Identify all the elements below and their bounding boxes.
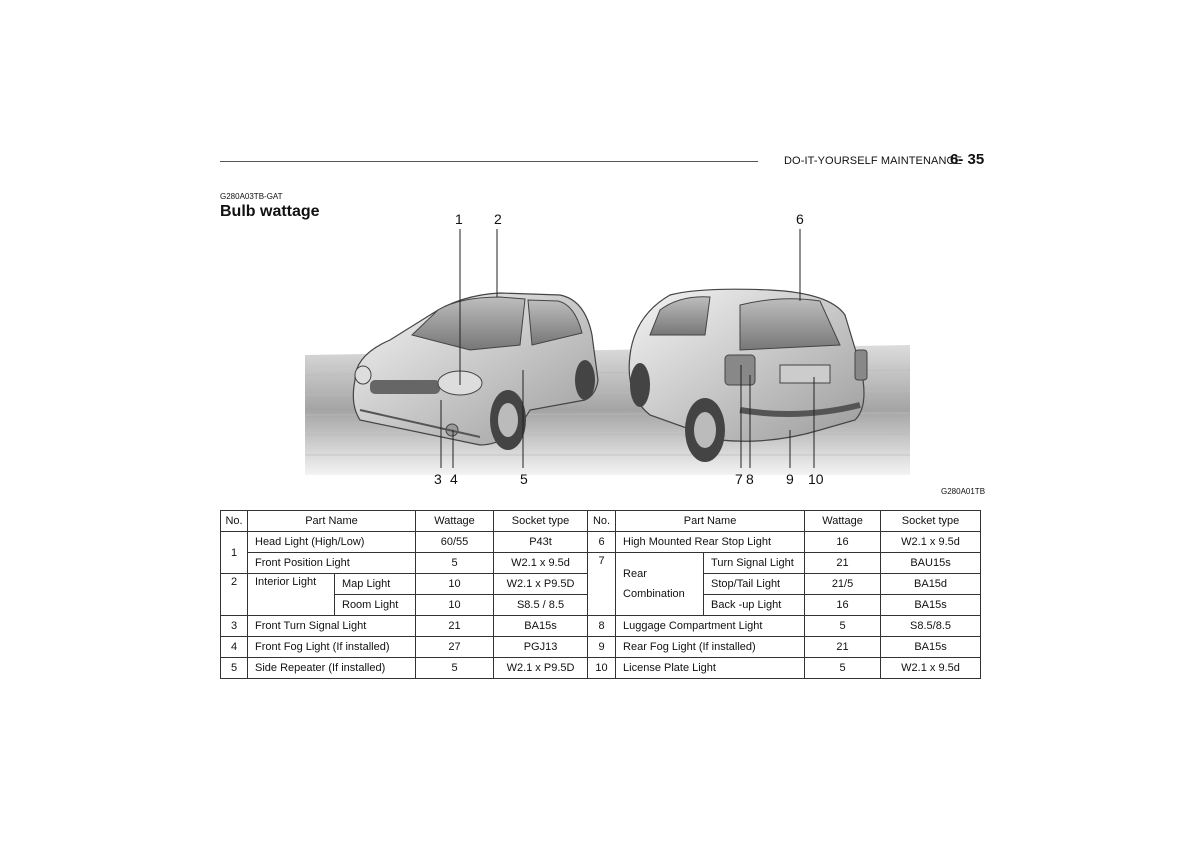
part-name: Front Turn Signal Light <box>248 616 416 637</box>
wattage: 21 <box>805 637 881 658</box>
group-label-line1: Rear <box>623 568 647 580</box>
page-number: 6- 35 <box>950 151 985 168</box>
wattage: 5 <box>416 553 494 574</box>
part-name: License Plate Light <box>616 658 805 679</box>
callout-7: 7 <box>735 471 743 487</box>
wattage: 27 <box>416 637 494 658</box>
socket-type: W2.1 x 9.5d <box>881 658 981 679</box>
header-no: No. <box>588 511 616 532</box>
callout-4: 4 <box>450 471 458 487</box>
callout-8: 8 <box>746 471 754 487</box>
part-name: Side Repeater (If installed) <box>248 658 416 679</box>
document-code: G280A03TB-GAT <box>220 192 283 201</box>
table-row <box>221 532 981 553</box>
part-name: Map Light <box>335 574 416 595</box>
row-no: 1 <box>221 532 248 574</box>
row-no: 6 <box>588 532 616 553</box>
callout-9: 9 <box>786 471 794 487</box>
row-no: 4 <box>221 637 248 658</box>
part-name: Front Position Light <box>248 553 416 574</box>
callout-5: 5 <box>520 471 528 487</box>
row-no: 8 <box>588 616 616 637</box>
part-group-interior-light: Interior Light <box>248 574 335 616</box>
bulb-wattage-table <box>220 510 981 679</box>
header-socket-type: Socket type <box>881 511 981 532</box>
header-wattage: Wattage <box>416 511 494 532</box>
wattage: 5 <box>805 658 881 679</box>
socket-type: BAU15s <box>881 553 981 574</box>
socket-type: W2.1 x P9.5D <box>494 574 588 595</box>
part-name: Front Fog Light (If installed) <box>248 637 416 658</box>
callout-3: 3 <box>434 471 442 487</box>
car-illustration <box>300 205 920 490</box>
row-no: 5 <box>221 658 248 679</box>
part-name: Head Light (High/Low) <box>248 532 416 553</box>
wattage: 21 <box>416 616 494 637</box>
part-group-rear-combination <box>616 553 704 616</box>
table-row <box>221 553 981 574</box>
table-row <box>221 616 981 637</box>
header-no: No. <box>221 511 248 532</box>
callout-10: 10 <box>808 471 824 487</box>
wattage: 5 <box>416 658 494 679</box>
socket-type: BA15s <box>881 595 981 616</box>
socket-type: BA15d <box>881 574 981 595</box>
header-wattage: Wattage <box>805 511 881 532</box>
callout-2: 2 <box>494 211 502 227</box>
socket-type: P43t <box>494 532 588 553</box>
socket-type: W2.1 x 9.5d <box>881 532 981 553</box>
table-row <box>221 658 981 679</box>
wattage: 21/5 <box>805 574 881 595</box>
socket-type: S8.5 / 8.5 <box>494 595 588 616</box>
part-name: High Mounted Rear Stop Light <box>616 532 805 553</box>
part-name: Back -up Light <box>704 595 805 616</box>
part-name: Stop/Tail Light <box>704 574 805 595</box>
socket-type: PGJ13 <box>494 637 588 658</box>
header-part-name: Part Name <box>616 511 805 532</box>
section-name: DO-IT-YOURSELF MAINTENANCE <box>784 155 963 167</box>
table-row <box>221 637 981 658</box>
image-code: G280A01TB <box>941 487 986 496</box>
callout-1: 1 <box>455 211 463 227</box>
row-no: 7 <box>588 553 616 616</box>
wattage: 60/55 <box>416 532 494 553</box>
socket-type: S8.5/8.5 <box>881 616 981 637</box>
socket-type: W2.1 x P9.5D <box>494 658 588 679</box>
wattage: 10 <box>416 595 494 616</box>
callout-6: 6 <box>796 211 804 227</box>
row-no: 9 <box>588 637 616 658</box>
row-no: 10 <box>588 658 616 679</box>
header-part-name: Part Name <box>248 511 416 532</box>
row-no: 2 <box>221 574 248 616</box>
socket-type: BA15s <box>881 637 981 658</box>
part-name: Room Light <box>335 595 416 616</box>
table-header-row <box>221 511 981 532</box>
part-name: Rear Fog Light (If installed) <box>616 637 805 658</box>
part-name: Luggage Compartment Light <box>616 616 805 637</box>
header-rule <box>220 161 758 162</box>
wattage: 5 <box>805 616 881 637</box>
header-socket-type: Socket type <box>494 511 588 532</box>
part-name: Turn Signal Light <box>704 553 805 574</box>
socket-type: W2.1 x 9.5d <box>494 553 588 574</box>
car-figure <box>300 205 920 490</box>
wattage: 16 <box>805 532 881 553</box>
wattage: 10 <box>416 574 494 595</box>
page-title: Bulb wattage <box>220 203 320 220</box>
group-label-line2: Combination <box>623 588 685 600</box>
row-no: 3 <box>221 616 248 637</box>
wattage: 16 <box>805 595 881 616</box>
socket-type: BA15s <box>494 616 588 637</box>
wattage: 21 <box>805 553 881 574</box>
